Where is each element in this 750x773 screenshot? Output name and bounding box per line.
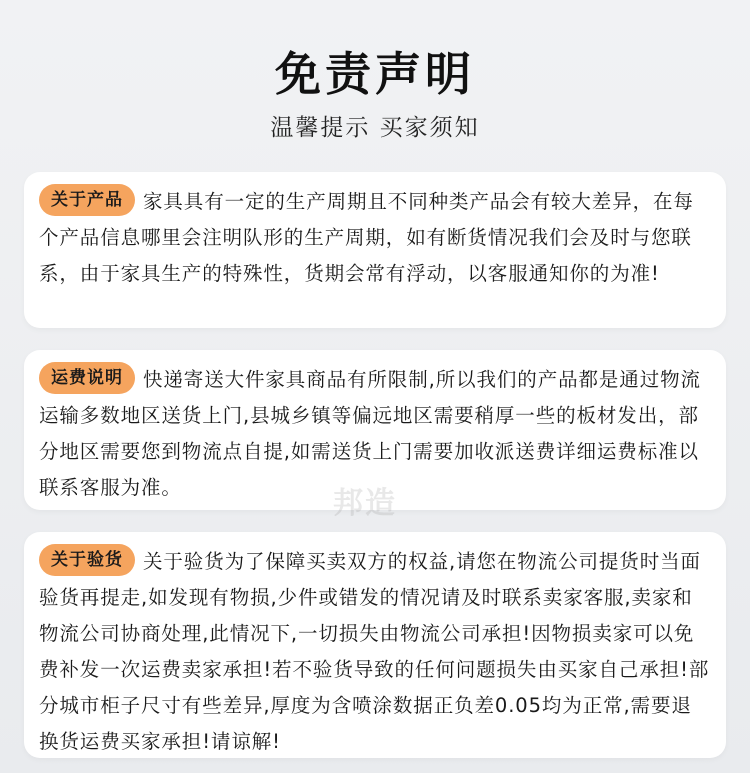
inspection-notice-content	[39, 544, 712, 760]
inspection-notice-card	[24, 532, 726, 758]
product-notice-content	[39, 184, 712, 292]
inspection-badge: 关于验货	[39, 544, 135, 576]
shipping-notice-text: 快递寄送大件家具商品有所限制,所以我们的产品都是通过物流运输多数地区送货上门,县城乡镇等偏远地区需要稍厚一些的板材发出，部分地区需要您到物流点自提,如需送货上门需要加收派送费详细运费标准以联系客服为准。	[39, 368, 701, 499]
inspection-notice-text: 关于验货为了保障买卖双方的权益,请您在物流公司提货时当面验货再提走,如发现有物损,少件或错发的情况请及时联系卖家客服,卖家和物流公司协商处理,此情况下,一切损失由物流公司承担!因物损卖家可以免费补发一次运费卖家承担!若不验货导致的任何问题损失由买家自己承担!部分城市柜子尺寸有些差异,厚度为含喷涂数据正负差0.05均为正常,需要退换货运费买家承担!请谅解!	[39, 550, 710, 753]
shipping-notice-card	[24, 350, 726, 510]
page-subtitle: 温馨提示 买家须知	[270, 115, 480, 141]
shipping-badge: 运费说明	[39, 362, 135, 394]
page-title: 免责声明	[275, 47, 475, 101]
watermark: 邦造	[333, 486, 397, 521]
product-badge: 关于产品	[39, 184, 135, 216]
shipping-notice-content	[39, 362, 712, 506]
product-notice-card	[24, 172, 726, 328]
product-notice-text: 家具具有一定的生产周期且不同种类产品会有较大差异，在每个产品信息哪里会注明队形的生产周期，如有断货情况我们会及时与您联系，由于家具生产的特殊性，货期会常有浮动，以客服通知你的为准!	[39, 190, 694, 285]
